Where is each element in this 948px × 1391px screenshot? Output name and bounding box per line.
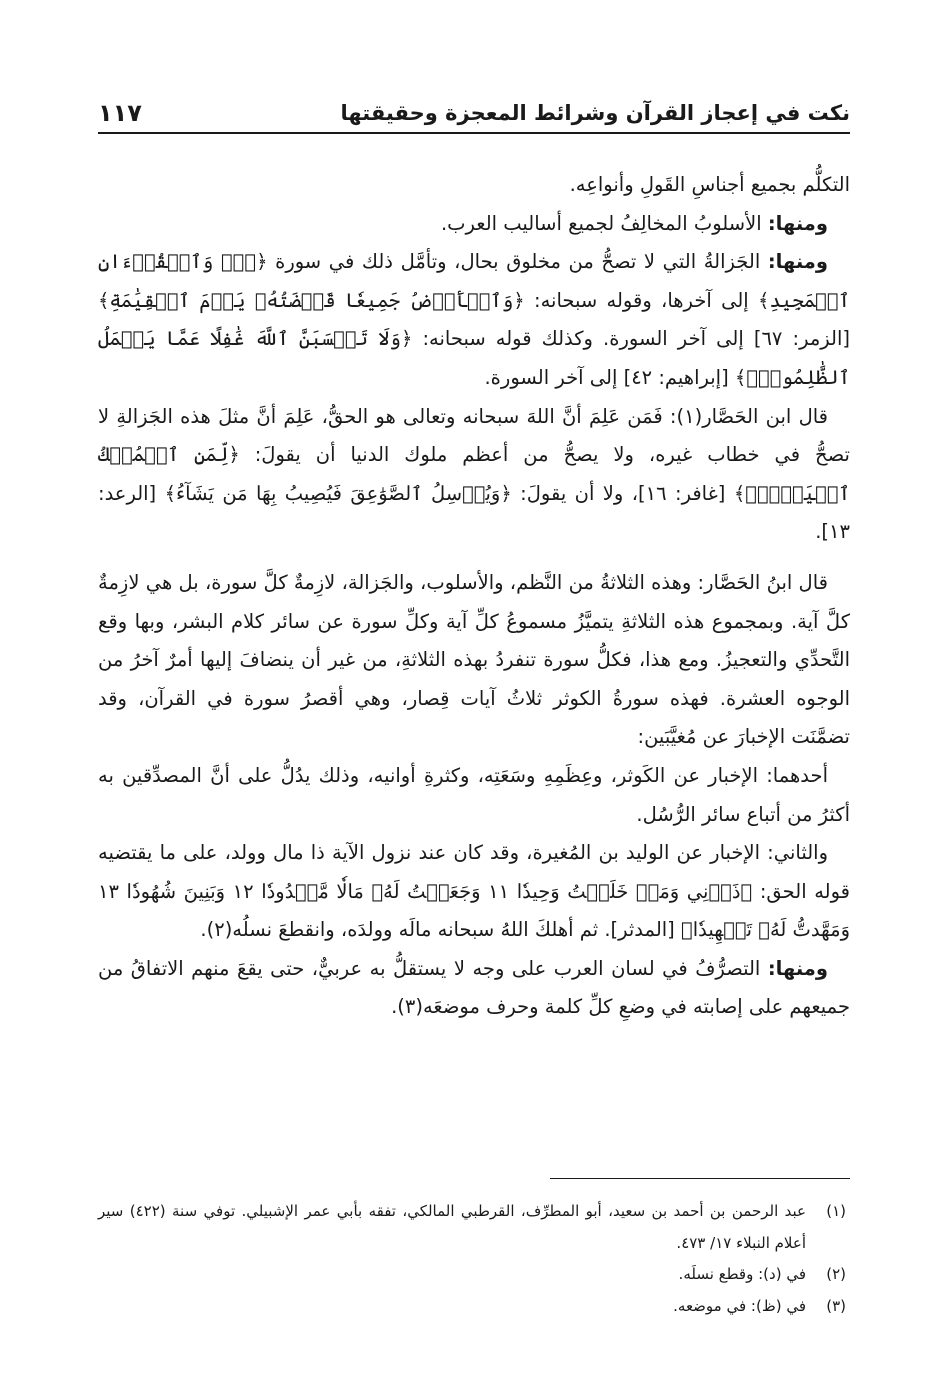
paragraph-lead: ومنها: — [767, 211, 828, 235]
page-number: ١١٧ — [98, 99, 142, 127]
header-rule — [98, 132, 850, 134]
footnote — [98, 1196, 846, 1259]
running-header — [98, 88, 850, 128]
paragraph-lead: ومنها: — [767, 956, 828, 980]
paragraph-2: ومنها: الأسلوبُ المخالِفُ لجميع أساليب العرب. — [440, 211, 828, 235]
quran-verse: ﴿ذَرۡنِي وَمَنۡ خَلَقۡتُ وَحِيدٗا ١١ وَجَعَلۡتُ لَهُۥ مَالٗا مَّمۡدُودٗا ١٢ وَبَنِينَ شُهُودٗا ١٣ وَمَهَّدتُّ لَهُۥ تَمۡهِيدٗا﴾ — [98, 879, 850, 942]
footnote-text: عبد الرحمن بن أحمد بن سعيد، أبو المطرِّف، القرطبي المالكي، تفقه بأبي عمر الإشبيلي. توفي سنة (٤٢٢) سير أعلام النبلاء ١٧/ ٤٧٣. — [98, 1202, 806, 1252]
footnote-number: (٢) — [826, 1265, 846, 1283]
footnote — [98, 1259, 846, 1291]
quran-verse: ﴿وَلَا تَحۡسَبَنَّ ٱللَّهَ غَٰفِلًا عَمَّا يَعۡمَلُ ٱلظَّٰلِمُونَۚ﴾ — [98, 327, 850, 389]
paragraph-3: ومنها: الجَزالةُ التي لا تصحُّ من مخلوق بحال، وتأمَّل ذلك في سورة ﴿قٓۚ وَٱلۡقُرۡءَانِ ٱلۡمَجِيدِ﴾ إلى آخرها، وقوله سبحانه: ﴿وَٱلۡأَرۡضُ جَمِيعٗا قَبۡضَتُهُۥ يَوۡمَ ٱلۡقِيَٰمَةِ﴾ [الزمر: ٦٧] إلى آخر السورة. وكذلك قوله سبحانه: ﴿وَلَا تَحۡسَبَنَّ ٱللَّهَ غَٰفِلًا عَمَّا يَعۡمَلُ ٱلظَّٰلِمُونَۚ﴾ [إبراهيم: ٤٢] إلى آخر السورة. — [98, 250, 851, 389]
footnote-text: في (ظ): في موضعه. — [673, 1296, 806, 1315]
running-title: نكت في إعجاز القرآن وشرائط المعجزة وحقيقتها — [340, 101, 850, 125]
footnote-rule — [550, 1178, 850, 1179]
footnote-number: (٣) — [826, 1296, 846, 1315]
footnote-number: (١) — [826, 1202, 846, 1220]
footnotes — [98, 1196, 846, 1322]
paragraph-6: أحدهما: الإخبار عن الكَوثر، وعِظَمِهِ وسَعَتِه، وكثرةِ أوانيه، وذلك يدُلُّ على أنَّ المصدِّقين به أكثرُ من أتباع سائر الرُّسُل. — [98, 763, 850, 826]
paragraph-lead: ومنها: — [767, 250, 828, 274]
main-text — [98, 166, 850, 1027]
quran-verse: ﴿وَٱلۡأَرۡضُ جَمِيعٗا قَبۡضَتُهُۥ يَوۡمَ ٱلۡقِيَٰمَةِ﴾ — [98, 288, 525, 312]
quran-verse: ﴿قٓۚ وَٱلۡقُرۡءَانِ ٱلۡمَجِيدِ﴾ — [98, 250, 850, 312]
paragraph-7: والثاني: الإخبار عن الوليد بن المُغيرة، وقد كان عند نزول الآية ذا مال وولد، على ما يقتضيه قوله الحق: ﴿ذَرۡنِي وَمَنۡ خَلَقۡتُ وَحِيدٗا ١١ وَجَعَلۡتُ لَهُۥ مَالٗا مَّمۡدُودٗا ١٢ وَبَنِينَ شُهُودٗا ١٣ وَمَهَّدتُّ لَهُۥ تَمۡهِيدٗا﴾ [المدثر]. ثم أهلكَ اللهُ سبحانه مالَه وولدَه، وانقطعَ نسلُه(٢). — [98, 841, 850, 942]
quran-verse: ﴿لِّمَنِ ٱلۡمُلۡكُ ٱلۡيَوۡمَۖ﴾ — [98, 443, 851, 505]
paragraph-1: التكلُّم بجميع أجناسِ القَولِ وأنواعِه. — [569, 173, 850, 196]
footnote-text: في (د): وقطع نسلَه. — [678, 1265, 806, 1283]
paragraph-8: ومنها: التصرُّفُ في لسان العرب على وجه لا يستقلُّ به عربيٌّ، حتى يقعَ منهم الاتفاقُ من جميعهم على إصابته في وضعِ كلِّ كلمة وحرف موضعَه(٣). — [98, 956, 850, 1019]
footnote — [98, 1291, 846, 1323]
paragraph-5: قال ابنُ الحَصَّار: وهذه الثلاثةُ من النَّظم، والأسلوب، والجَزالة، لازِمةٌ كلَّ سورة، بل هي لازِمةٌ كلَّ آية. وبمجموع هذه الثلاثةِ يتميَّزُ مسموعُ كلِّ آية وكلِّ سورة عن سائر كلام البشر، وبها وقع التَّحدِّي والتعجيزُ. ومع هذا، فكلُّ سورة تنفردُ بهذه الثلاثةِ، من غير أن ينضافَ إليها أمرٌ آخرُ من الوجوه العشرة. فهذه سورةُ الكوثر ثلاثُ آيات قِصار، وهي أقصرُ سورة في القرآن، وقد تضمَّنَت الإخبارَ عن مُغيَّبَين: — [98, 570, 850, 749]
quran-verse: ﴿وَيُرۡسِلُ ٱلصَّوَٰعِقَ فَيُصِيبُ بِهَا مَن يَشَآءُ﴾ — [164, 481, 512, 505]
paragraph-4: قال ابن الحَصَّار(١): فَمَن عَلِمَ أنَّ اللهَ سبحانه وتعالى هو الحقُّ، عَلِمَ أنَّ مثلَ هذه الجَزالةِ لا تصحُّ في خطاب غيره، ولا يصحُّ من أعظم ملوك الدنيا أن يقولَ: ﴿لِّمَنِ ٱلۡمُلۡكُ ٱلۡيَوۡمَۖ﴾ [غافر: ١٦]، ولا أن يقولَ: ﴿وَيُرۡسِلُ ٱلصَّوَٰعِقَ فَيُصِيبُ بِهَا مَن يَشَآءُ﴾ [الرعد: ١٣]. — [98, 404, 851, 544]
